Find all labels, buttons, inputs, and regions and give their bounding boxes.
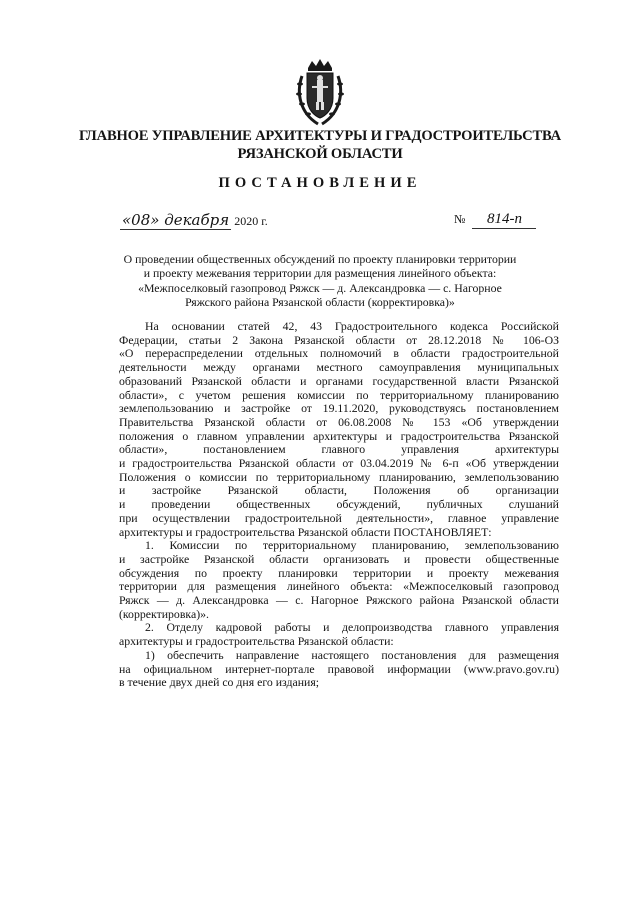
body-line: на официальном интернет-портале правовой информации (www.pravo.gov.ru)	[119, 661, 559, 676]
org-name-line-1: ГЛАВНОЕ УПРАВЛЕНИЕ АРХИТЕКТУРЫ И ГРАДОСТРОИТЕЛЬСТВА	[79, 128, 561, 144]
body-line: Федерации, статьи 2 Закона Рязанской области от 28.12.2018 № 106-ОЗ	[119, 332, 559, 347]
body-line: и градостроительства Рязанской области от 03.04.2019 № 6-п «Об утверждении	[119, 456, 559, 471]
body-line: территории для размещения линейного объекта: «Межпоселковый газопровод	[119, 579, 559, 594]
subject-line: «Межпоселковый газопровод Ряжск — д. Александровка — с. Нагорное	[138, 280, 502, 295]
body-line: и застройке Рязанской области организовать и провести общественные	[119, 551, 559, 566]
body-line: и проведении общественных обсуждений, публичных слушаний	[119, 497, 559, 512]
document-subject	[110, 252, 530, 310]
document-type-title: ПОСТАНОВЛЕНИЕ	[218, 175, 422, 191]
body-line: в течение двух дней со дня его издания;	[119, 675, 320, 690]
body-line: Правительства Рязанской области от 06.08.2008 № 153 «Об утверждении	[119, 414, 559, 429]
subject-line: Ряжского района Рязанской области (корректировка)»	[185, 295, 455, 310]
body-line: области», постановлением главного управления архитектуры	[119, 442, 559, 457]
body-line: образований Рязанской области и органами государственной власти Рязанской	[119, 373, 559, 388]
body-line: области», с учетом решения комиссии по территориальному планированию	[119, 387, 559, 402]
body-line: «О перераспределении отдельных полномочий в области градостроительной	[119, 346, 559, 361]
org-name-line-2: РЯЗАНСКОЙ ОБЛАСТИ	[237, 146, 403, 162]
document-year: 2020 г.	[234, 214, 268, 228]
body-line: Ряжск — д. Александровка — с. Нагорное Ряжского района Рязанской области	[119, 593, 559, 608]
subject-line: и проекту межевания территории для размещения линейного объекта:	[143, 266, 497, 281]
document-number	[454, 211, 536, 229]
body-line: На основании статей 42, 43 Градостроительного кодекса Российской	[145, 319, 559, 333]
subject-line: О проведении общественных обсуждений по проекту планировки территории	[123, 252, 517, 266]
document-body	[119, 320, 559, 690]
body-line: при осуществлении градостроительной деятельности», главное управление	[119, 510, 559, 525]
body-line: (корректировка)».	[119, 606, 209, 621]
handwritten-date: «08» декабря	[122, 211, 230, 229]
body-line: и застройке Рязанской области, Положения об организации	[119, 483, 559, 498]
body-line: обсуждения по проекту планировки территории и проекту межевания	[119, 565, 559, 580]
body-line: положения о главном управлении архитектуры и градостроительства Рязанской	[119, 428, 559, 443]
body-line: Положения о комиссии по территориальному планированию, землепользованию	[119, 469, 559, 484]
body-line: архитектуры и градостроительства Рязанской области ПОСТАНОВЛЯЕТ:	[119, 524, 492, 539]
number-label: №	[454, 212, 466, 226]
body-line: архитектуры и градостроительства Рязанской области:	[119, 634, 394, 649]
body-line: деятельности между органами местного самоуправления муниципальных	[119, 360, 559, 375]
body-line: 2. Отделу кадровой работы и делопроизводства главного управления	[145, 620, 559, 635]
handwritten-number: 814-п	[472, 211, 536, 229]
body-line: землепользованию и застройке от 19.11.2020, руководствуясь постановлением	[119, 401, 559, 416]
ryazan-coat-of-arms-icon	[294, 58, 346, 128]
body-line: 1. Комиссии по территориальному планированию, землепользованию	[145, 538, 559, 553]
document-date	[120, 211, 268, 229]
body-line: 1) обеспечить направление настоящего постановления для размещения	[145, 647, 559, 662]
